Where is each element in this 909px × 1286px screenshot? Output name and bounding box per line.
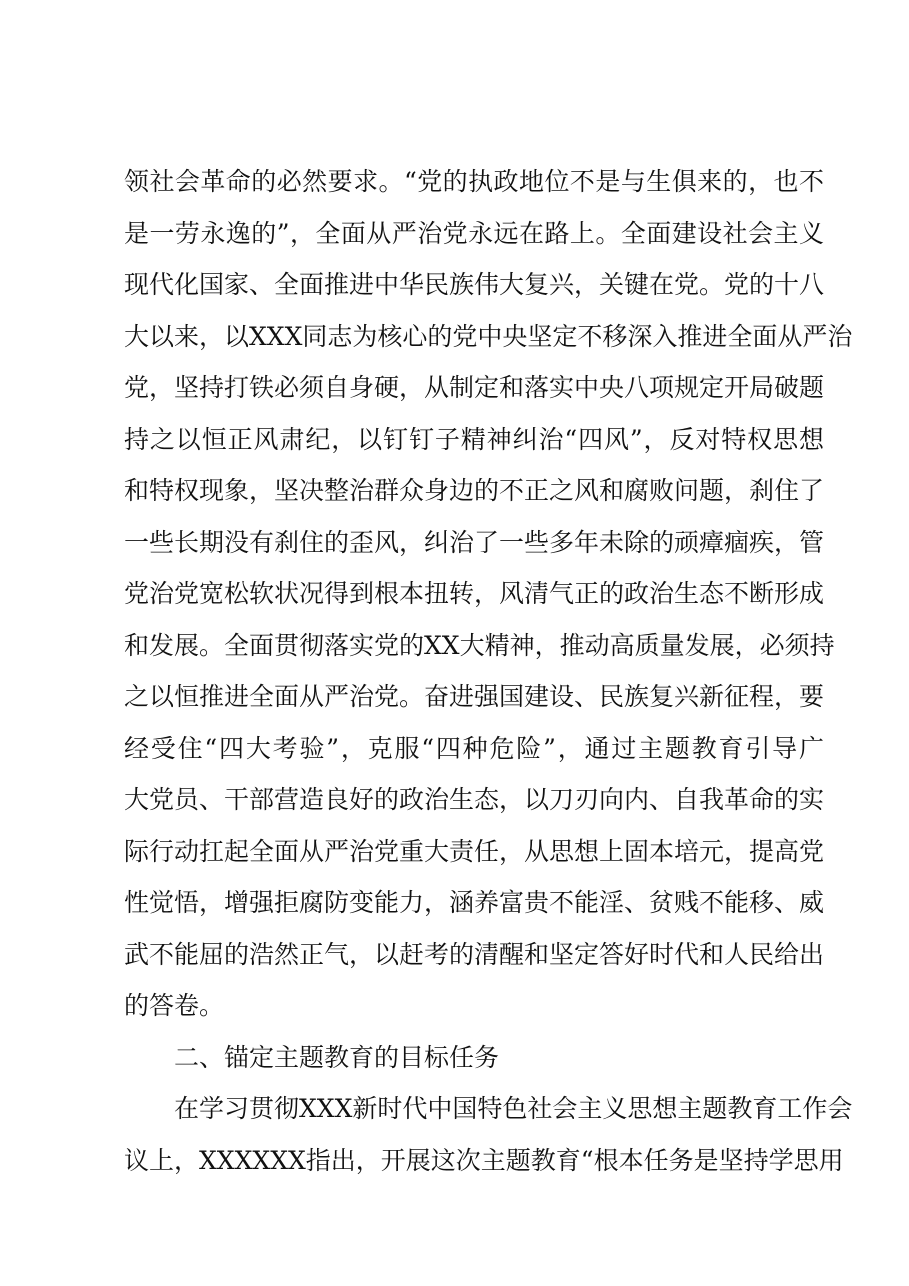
paragraph-line: 现代化国家、全面推进中华民族伟大复兴，关键在党。党的十八 xyxy=(124,270,825,299)
document-body xyxy=(124,156,853,1186)
paragraph-line: 大党员、干部营造良好的政治生态，以刀刃向内、自我革命的实 xyxy=(124,785,825,814)
paragraph-line: 际行动扛起全面从严治党重大责任，从思想上固本培元，提高党 xyxy=(124,836,825,866)
paragraph-line: 的答卷。 xyxy=(124,991,225,1020)
paragraph-line: 党治党宽松软状况得到根本扭转，风清气正的政治生态不断形成 xyxy=(124,579,825,608)
paragraph-line: 是一劳永逸的”，全面从严治党永远在路上。全面建设社会主义 xyxy=(124,218,824,248)
paragraph-line: 持之以恒正风肃纪，以钉钉子精神纠治“四风”，反对特权思想 xyxy=(124,424,824,454)
paragraph-line: 在学习贯彻XXX新时代中国特色社会主义思想主题教育工作会 xyxy=(174,1094,853,1123)
paragraph-2 xyxy=(124,1083,853,1186)
paragraph-line: 一些长期没有刹住的歪风，纠治了一些多年未除的顽瘴痼疾，管 xyxy=(124,527,825,557)
section-heading: 二、锚定主题教育的目标任务 xyxy=(174,1042,500,1072)
paragraph-line: 和发展。全面贯彻落实党的XX大精神，推动高质量发展，必须持 xyxy=(124,630,835,660)
paragraph-line: 和特权现象，坚决整治群众身边的不正之风和腐败问题，刹住了 xyxy=(124,476,825,505)
paragraph-line: 大以来，以XXX同志为核心的党中央坚定不移深入推进全面从严治 xyxy=(124,321,853,351)
paragraph-line: 党，坚持打铁必须自身硬，从制定和落实中央八项规定开局破题 xyxy=(124,373,825,402)
paragraph-line: 议上，XXXXXX指出，开展这次主题教育“根本任务是坚持学思用 xyxy=(124,1145,844,1175)
paragraph-line: 领社会革命的必然要求。“党的执政地位不是与生俱来的，也不 xyxy=(124,167,824,196)
paragraph-1 xyxy=(124,156,853,1032)
paragraph-line: 之以恒推进全面从严治党。奋进强国建设、民族复兴新征程，要 xyxy=(124,682,825,711)
paragraph-line: 武不能屈的浩然正气，以赶考的清醒和坚定答好时代和人民给出 xyxy=(124,939,825,969)
paragraph-line: 经受住“四大考验”，克服“四种危险”，通过主题教育引导广 xyxy=(124,733,824,763)
paragraph-line: 性觉悟，增强拒腐防变能力，涵养富贵不能淫、贫贱不能移、威 xyxy=(124,888,825,917)
